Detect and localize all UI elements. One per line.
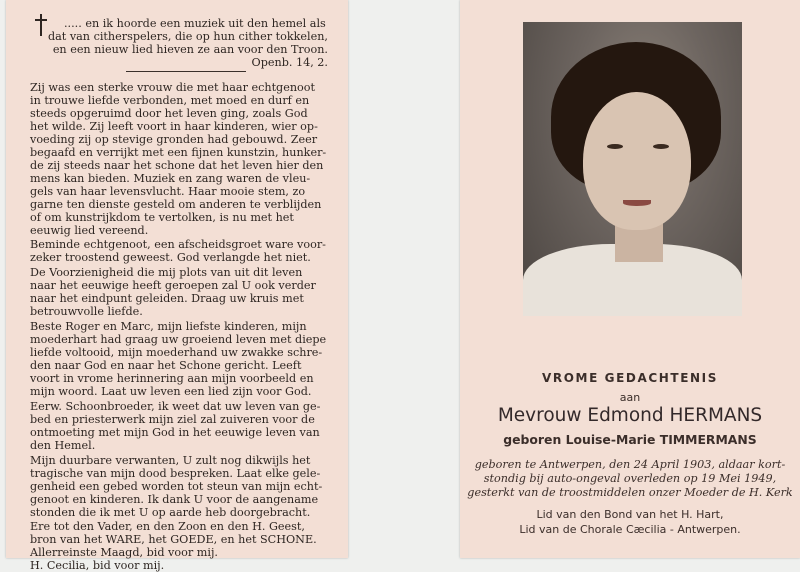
text-line: tragische van mijn dood bespreken. Laat elke gele- xyxy=(30,467,321,480)
text-line: H. Cecilia, bid voor mij. xyxy=(30,559,165,572)
text-line: stonden die ik met U op aarde heb doorgebracht. xyxy=(30,506,311,519)
text-line: de zij steeds naar het schone dat het leven hier den xyxy=(30,159,324,172)
text-line: ontmoeting met mijn God in het eeuwige leven van xyxy=(30,426,320,439)
membership-line: Lid van den Bond van het H. Hart, xyxy=(536,508,724,521)
text-line: Beste Roger en Marc, mijn liefste kinderen, mijn xyxy=(30,320,307,333)
text-line: betrouwvolle liefde. xyxy=(30,305,143,318)
text-line: begaafd en verrijkt met een fijnen kunstzin, hunker- xyxy=(30,146,327,159)
text-line: steeds opgeruimd door het leven ging, zoals God xyxy=(30,107,308,120)
text-line: liefde voltooid, mijn moederhand uw zwakke schre- xyxy=(30,346,323,359)
verse-line: ..... en ik hoorde een muziek uit den hemel als xyxy=(64,17,326,30)
memorial-heading: VROME GEDACHTENIS xyxy=(542,371,718,385)
text-line: De Voorzienigheid die mij plots van uit dit leven xyxy=(30,266,303,279)
text-line: zeker troostend geweest. God verlangde het niet. xyxy=(30,251,311,264)
text-line: bron van het WARE, het GOEDE, en het SCHONE. xyxy=(30,533,317,546)
life-details-line: stondig bij auto-ongeval overleden op 19 Mei 1949, xyxy=(483,472,777,485)
text-line: garne ten dienste gesteld om anderen te verblijden xyxy=(30,198,322,211)
text-line: den naar God en naar het Schone gericht. Leeft xyxy=(30,359,302,372)
life-details-line: gesterkt van de troostmiddelen onzer Moeder de H. Kerk xyxy=(467,486,793,499)
text-line: Allerreinste Maagd, bid voor mij. xyxy=(30,546,218,559)
birth-name: geboren Louise-Marie TIMMERMANS xyxy=(503,432,757,447)
text-line: Mijn duurbare verwanten, U zult nog dikwijls het xyxy=(30,454,311,467)
prayer-card-back xyxy=(6,0,348,572)
text-line: Zij was een sterke vrouw die met haar echtgenoot xyxy=(30,81,316,94)
membership-line: Lid van de Chorale Cæcilia - Antwerpen. xyxy=(519,523,741,536)
text-line: bed en priesterwerk mijn ziel zal zuiveren voor de xyxy=(30,413,315,426)
text-line: mijn woord. Laat uw leven een lied zijn voor God. xyxy=(30,385,312,398)
text-line: voort in vrome herinnering aan mijn voorbeeld en xyxy=(30,372,314,385)
text-line: naar het eeuwige heeft geroepen zal U ook verder xyxy=(30,279,316,292)
text-line: het wilde. Zij leeft voort in haar kinderen, wier op- xyxy=(30,120,318,133)
verse-reference: Openb. 14, 2. xyxy=(251,56,328,69)
text-line: Ere tot den Vader, en den Zoon en den H. Geest, xyxy=(30,520,305,533)
text-line: Eerw. Schoonbroeder, ik weet dat uw leven van ge- xyxy=(30,400,321,413)
verse-line: dat van citherspelers, die op hun cither tokkelen, xyxy=(47,30,328,43)
deceased-name: Mevrouw Edmond HERMANS xyxy=(497,405,763,426)
memorial-aan: aan xyxy=(619,391,641,404)
text-line: gels van haar levensvlucht. Haar mooie stem, zo xyxy=(30,185,306,198)
life-details-line: geboren te Antwerpen, den 24 April 1903, aldaar kort- xyxy=(474,458,786,471)
portrait-photo xyxy=(523,22,742,316)
text-line: naar het eindpunt geleiden. Draag uw kruis met xyxy=(30,292,304,305)
text-line: of om kunstrijkdom te vertolken, is nu met het xyxy=(30,211,294,224)
text-line: voeding zij op stevige gronden had gebouwd. Zeer xyxy=(30,133,318,146)
text-line: genoot en kinderen. Ik dank U voor de aangename xyxy=(30,493,319,506)
text-line: genheid een gebed worden tot steun van mijn echt- xyxy=(30,480,323,493)
divider xyxy=(126,71,246,72)
text-line: Beminde echtgenoot, een afscheidsgroet ware voor- xyxy=(30,238,326,251)
text-line: eeuwig lied vereend. xyxy=(30,224,149,237)
text-line: moederhart had graag uw groeiend leven met diepe xyxy=(30,333,327,346)
text-line: mens kan bieden. Muziek en zang waren de vleu- xyxy=(30,172,311,185)
text-line: in trouwe liefde verbonden, met moed en durf en xyxy=(30,94,310,107)
text-line: den Hemel. xyxy=(30,439,96,452)
verse-line: en een nieuw lied hieven ze aan voor den Troon. xyxy=(52,43,328,56)
cross-icon xyxy=(34,14,48,36)
